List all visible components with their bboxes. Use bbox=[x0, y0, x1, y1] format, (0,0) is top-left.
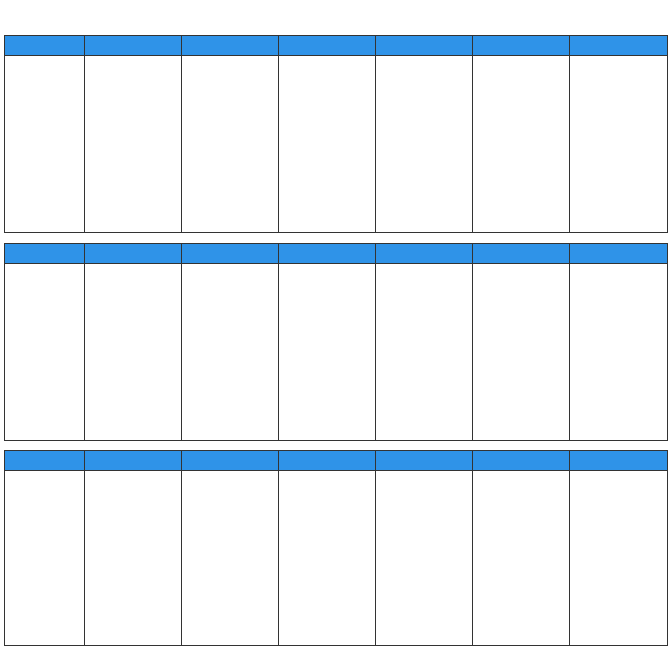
header-row bbox=[5, 244, 667, 264]
scheme-code bbox=[279, 451, 376, 470]
scheme-code bbox=[473, 451, 570, 470]
scheme-code bbox=[570, 244, 667, 263]
scheme-code bbox=[376, 244, 473, 263]
circuit-diagram bbox=[182, 56, 279, 232]
row-label bbox=[5, 264, 85, 440]
scheme-code bbox=[376, 451, 473, 470]
circuit-diagram bbox=[279, 471, 376, 645]
circuit-diagram bbox=[85, 56, 182, 232]
scheme-code bbox=[85, 244, 182, 263]
circuit-diagram bbox=[376, 471, 473, 645]
scheme-table-block-2 bbox=[4, 243, 668, 441]
row-label bbox=[5, 56, 85, 232]
header-row bbox=[5, 36, 667, 56]
circuit-diagram bbox=[279, 264, 376, 440]
scheme-code bbox=[279, 244, 376, 263]
scheme-code bbox=[376, 36, 473, 55]
circuit-diagram bbox=[570, 471, 667, 645]
circuit-diagram bbox=[85, 471, 182, 645]
scheme-code bbox=[85, 451, 182, 470]
scheme-code bbox=[570, 451, 667, 470]
circuit-diagram bbox=[279, 56, 376, 232]
circuit-diagram bbox=[570, 264, 667, 440]
circuit-diagram bbox=[473, 264, 570, 440]
header-row bbox=[5, 451, 667, 471]
scheme-code bbox=[473, 36, 570, 55]
scheme-table-block-1 bbox=[4, 35, 668, 233]
scheme-code bbox=[182, 244, 279, 263]
circuit-diagram bbox=[376, 264, 473, 440]
scheme-code bbox=[279, 36, 376, 55]
scheme-code bbox=[473, 244, 570, 263]
scheme-code bbox=[182, 36, 279, 55]
scheme-code bbox=[570, 36, 667, 55]
circuit-diagram bbox=[85, 264, 182, 440]
circuit-diagram bbox=[182, 264, 279, 440]
header-label bbox=[5, 451, 85, 470]
circuit-diagram bbox=[376, 56, 473, 232]
circuit-diagram bbox=[182, 471, 279, 645]
header-label bbox=[5, 244, 85, 263]
scheme-code bbox=[182, 451, 279, 470]
circuit-diagram bbox=[570, 56, 667, 232]
circuit-diagram bbox=[473, 56, 570, 232]
row-label bbox=[5, 471, 85, 645]
scheme-code bbox=[85, 36, 182, 55]
scheme-table-block-3 bbox=[4, 450, 668, 646]
circuit-diagram bbox=[473, 471, 570, 645]
header-label bbox=[5, 36, 85, 55]
